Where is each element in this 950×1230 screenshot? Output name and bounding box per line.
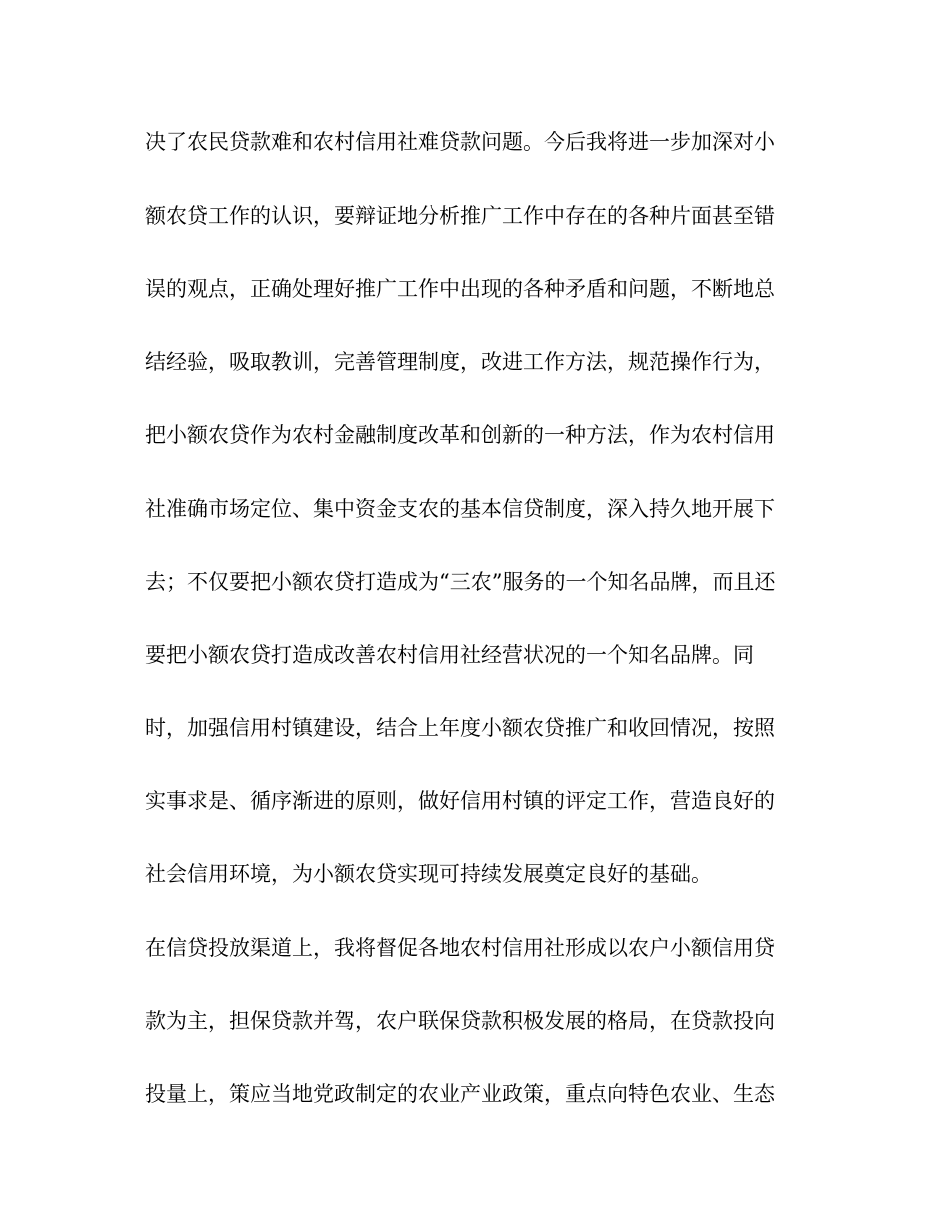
text-line: 结经验，吸取教训，完善管理制度，改进工作方法，规范操作行为， bbox=[145, 350, 775, 374]
text-line: 把小额农贷作为农村金融制度改革和创新的一种方法，作为农村信用 bbox=[145, 423, 775, 447]
text-line: 额农贷工作的认识，要辩证地分析推广工作中存在的各种片面甚至错 bbox=[145, 204, 775, 228]
text-line: 投量上，策应当地党政制定的农业产业政策，重点向特色农业、生态 bbox=[145, 1082, 775, 1106]
text-line: 款为主，担保贷款并驾，农户联保贷款积极发展的格局，在贷款投向 bbox=[145, 1009, 775, 1033]
text-line: 实事求是、循序渐进的原则，做好信用村镇的评定工作，营造良好的 bbox=[145, 789, 775, 813]
text-line: 在信贷投放渠道上，我将督促各地农村信用社形成以农户小额信用贷 bbox=[145, 936, 775, 960]
text-line: 去；不仅要把小额农贷打造成为“三农”服务的一个知名品牌，而且还 bbox=[145, 570, 776, 594]
text-line: 社会信用环境，为小额农贷实现可持续发展奠定良好的基础。 bbox=[145, 862, 712, 886]
text-line: 决了农民贷款难和农村信用社难贷款问题。今后我将进一步加深对小 bbox=[145, 130, 775, 154]
text-line: 时，加强信用村镇建设，结合上年度小额农贷推广和收回情况，按照 bbox=[145, 716, 775, 740]
text-line: 要把小额农贷打造成改善农村信用社经营状况的一个知名品牌。同 bbox=[145, 643, 754, 667]
text-line: 社准确市场定位、集中资金支农的基本信贷制度，深入持久地开展下 bbox=[145, 497, 775, 521]
text-line: 误的观点，正确处理好推广工作中出现的各种矛盾和问题，不断地总 bbox=[145, 277, 775, 301]
